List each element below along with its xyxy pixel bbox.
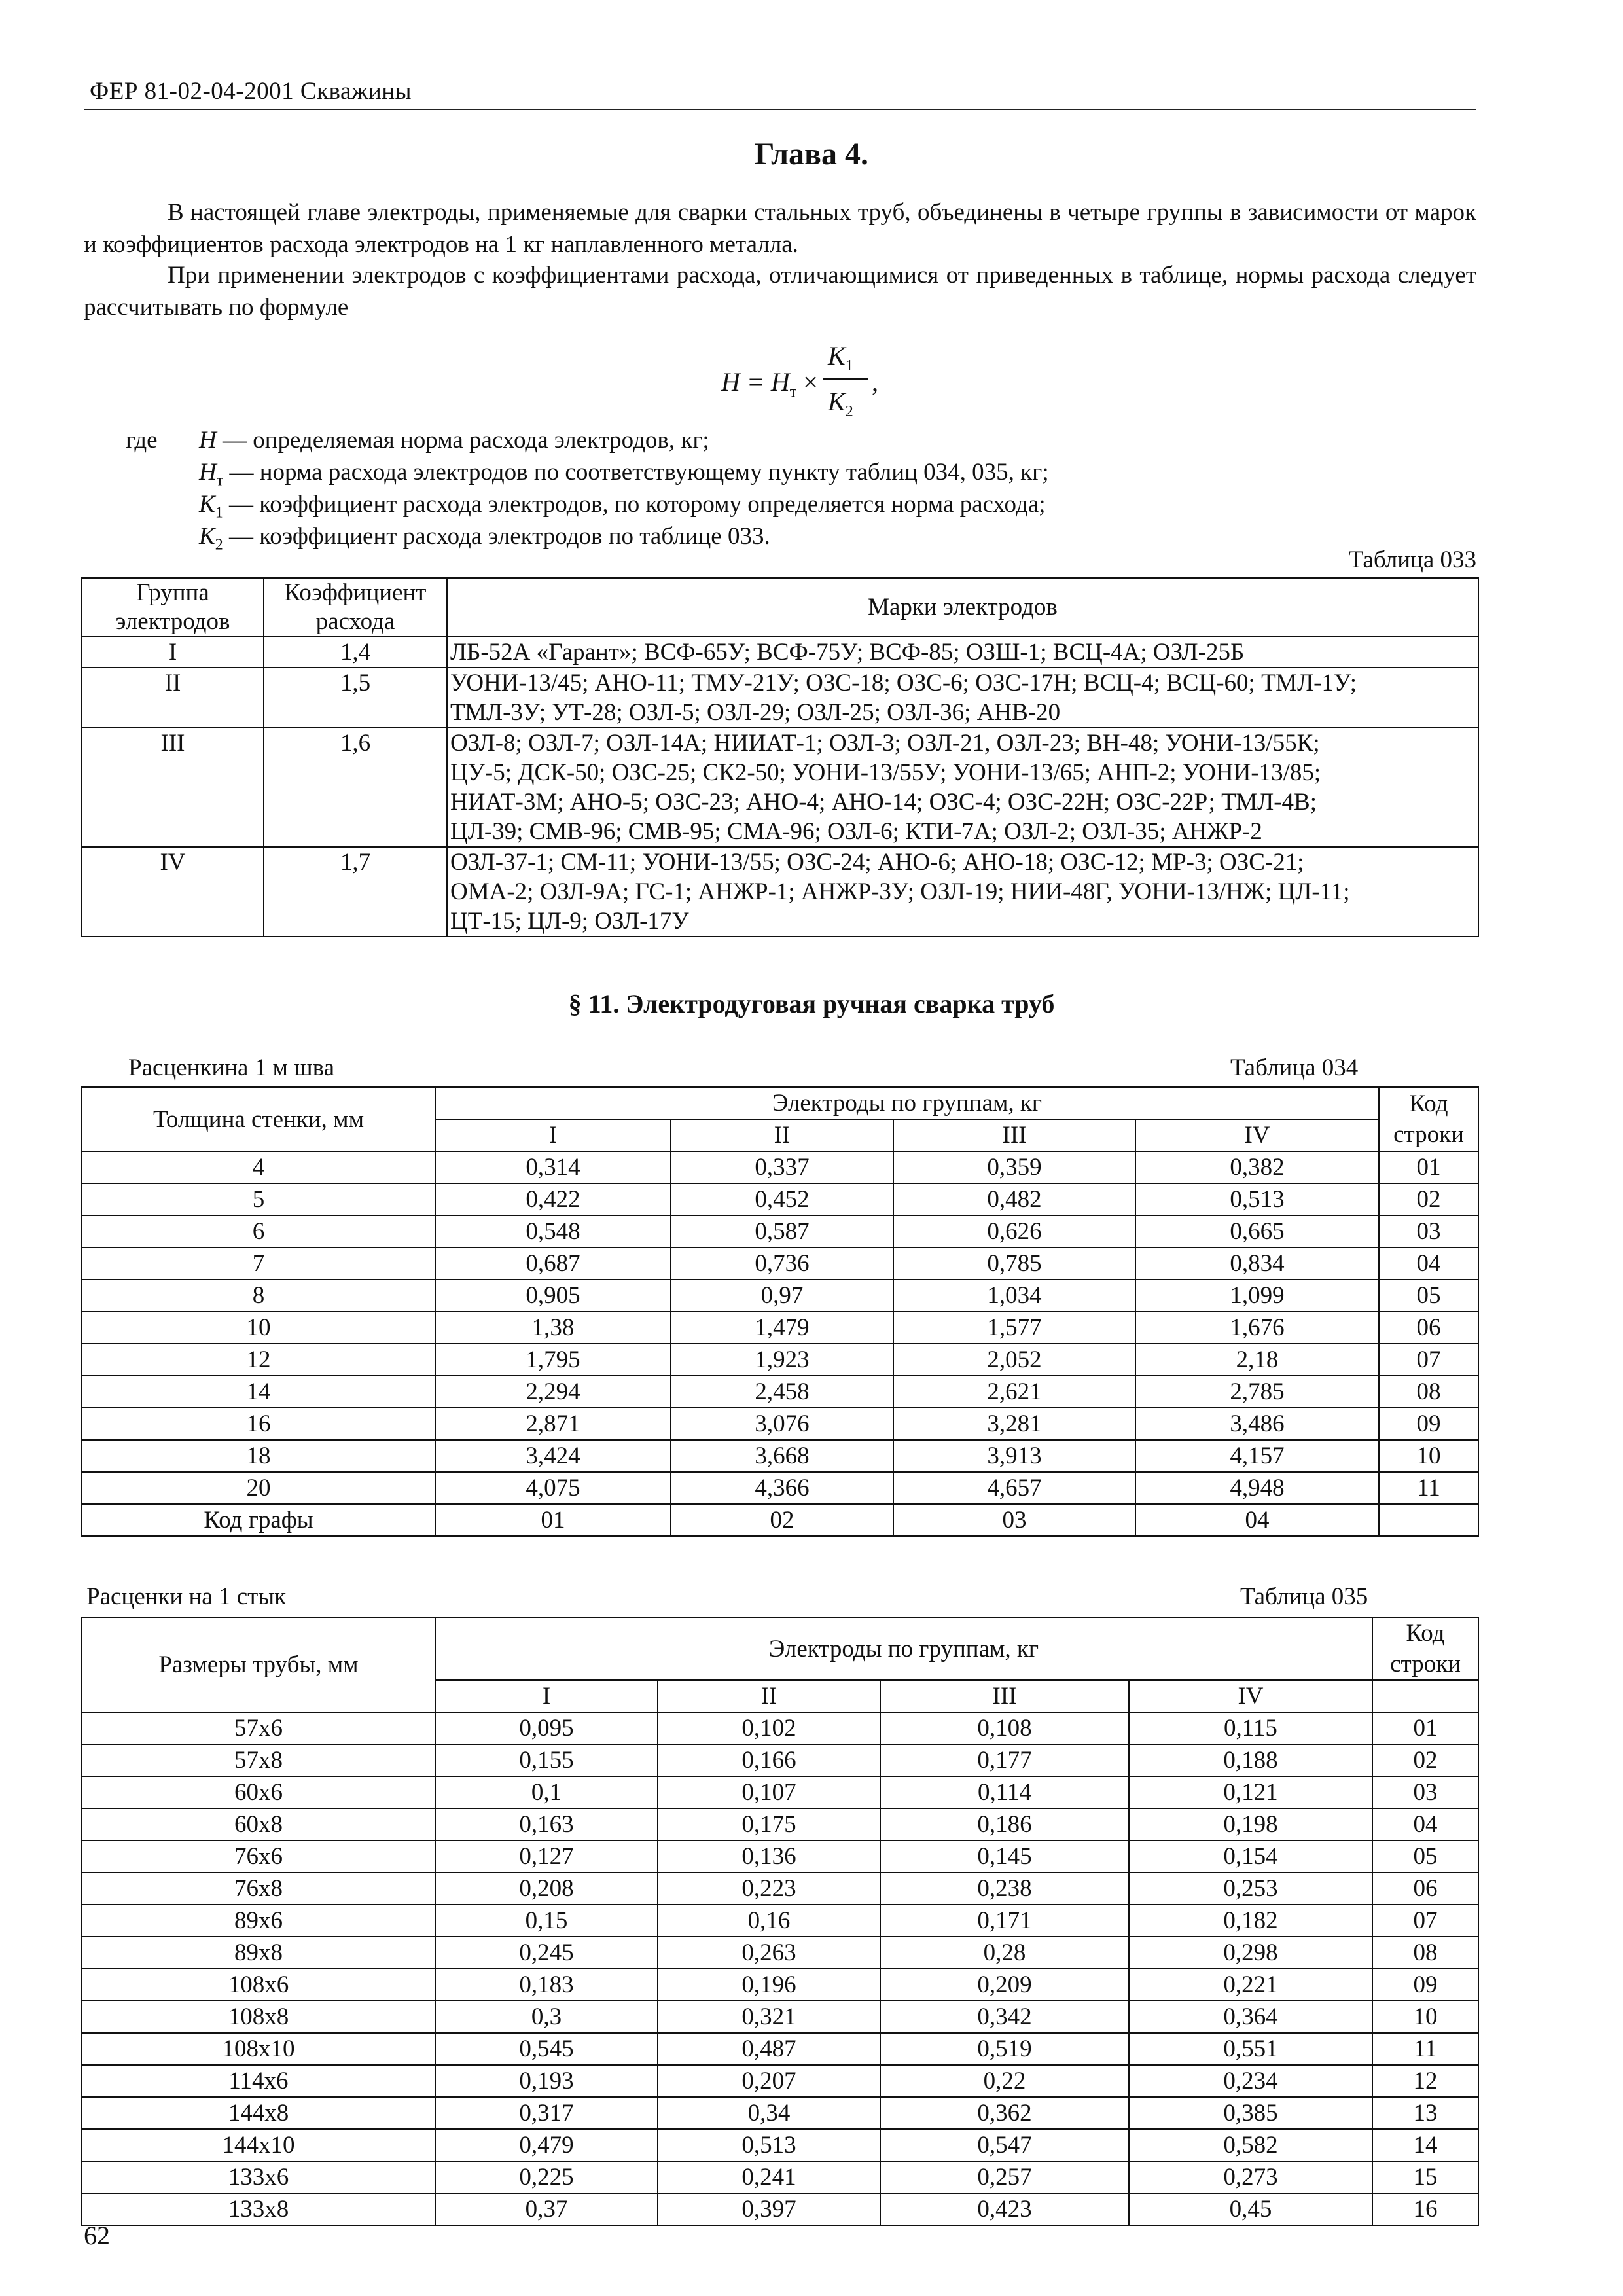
group-iv-cell: 0,582: [1129, 2129, 1372, 2161]
table-035-label: Таблица 035: [1240, 1583, 1368, 1610]
size-cell: 8: [82, 1280, 435, 1312]
table-row: [82, 1440, 1478, 1472]
code-cell: 05: [1372, 1840, 1478, 1873]
code-cell: 12: [1372, 2065, 1478, 2097]
header-pipe-size: Размеры трубы, мм: [82, 1617, 435, 1712]
group-iii-cell: 0,238: [880, 1873, 1129, 1905]
group-ii-cell: 0,166: [658, 1744, 880, 1776]
table-033: [81, 577, 1479, 937]
table-034-caption: Расценкина 1 м шва: [128, 1054, 335, 1081]
size-cell: 133x6: [82, 2161, 435, 2193]
column-code-cell: 03: [893, 1504, 1135, 1536]
group-ii-cell: 0,207: [658, 2065, 880, 2097]
formula-comma: ,: [872, 367, 878, 397]
formula-legend: [84, 424, 1478, 555]
group-iii-cell: 0,359: [893, 1151, 1135, 1183]
group-i-cell: 0,317: [435, 2097, 658, 2129]
size-cell: 10: [82, 1312, 435, 1344]
size-cell: 76x6: [82, 1840, 435, 1873]
group-iii-cell: 0,177: [880, 1744, 1129, 1776]
group-ii-cell: 0,736: [671, 1247, 893, 1280]
page-number: 62: [84, 2221, 110, 2250]
table-034: [81, 1086, 1479, 1537]
group-iii-cell: 0,342: [880, 2001, 1129, 2033]
header-group: Группа электродов: [82, 578, 264, 637]
size-cell: 108x10: [82, 2033, 435, 2065]
group-i-cell: 0,545: [435, 2033, 658, 2065]
table-row: [82, 1472, 1478, 1504]
table-row: [82, 1808, 1478, 1840]
table-row: [82, 2033, 1478, 2065]
table-row: [82, 2097, 1478, 2129]
group-i-cell: 0,3: [435, 2001, 658, 2033]
header-group-label: I: [435, 1119, 671, 1151]
group-iii-cell: 0,145: [880, 1840, 1129, 1873]
group-iv-cell: 0,198: [1129, 1808, 1372, 1840]
group-iv-cell: 2,785: [1135, 1376, 1379, 1408]
table-row: [82, 847, 1478, 937]
header-code: Код строки: [1379, 1087, 1478, 1151]
header-group-label: III: [880, 1680, 1129, 1712]
group-i-cell: 1,38: [435, 1312, 671, 1344]
code-cell: 02: [1372, 1744, 1478, 1776]
group-iii-cell: 0,482: [893, 1183, 1135, 1215]
table-header-row: [82, 1087, 1478, 1119]
group-cell: IV: [82, 847, 264, 937]
formula-numerator: $K_1$: [828, 341, 853, 374]
group-ii-cell: 0,487: [658, 2033, 880, 2065]
code-cell: 05: [1379, 1280, 1478, 1312]
brands-line: УОНИ-13/45; АНО-11; ТМУ-21У; ОЗС-18; ОЗС-6; ОЗС-17Н; ВСЦ-4; ВСЦ-60; ТМЛ-1У;: [450, 670, 1357, 696]
header-coefficient: Коэффициент расхода: [264, 578, 447, 637]
group-cell: I: [82, 637, 264, 668]
table-row: [82, 2161, 1478, 2193]
header-code: Код строки: [1372, 1617, 1478, 1680]
group-ii-cell: 0,97: [671, 1280, 893, 1312]
column-code-cell: 04: [1135, 1504, 1379, 1536]
code-cell: 16: [1372, 2193, 1478, 2225]
group-ii-cell: 0,107: [658, 1776, 880, 1808]
group-i-cell: 4,075: [435, 1472, 671, 1504]
column-code-cell: 01: [435, 1504, 671, 1536]
group-i-cell: 0,15: [435, 1905, 658, 1937]
group-ii-cell: 0,321: [658, 2001, 880, 2033]
column-code-cell: Код графы: [82, 1504, 435, 1536]
group-i-cell: 2,294: [435, 1376, 671, 1408]
coefficient-cell: 1,4: [264, 637, 447, 668]
group-iv-cell: 1,099: [1135, 1280, 1379, 1312]
group-i-cell: 0,155: [435, 1744, 658, 1776]
group-ii-cell: 0,241: [658, 2161, 880, 2193]
group-ii-cell: 0,337: [671, 1151, 893, 1183]
brands-line: ТМЛ-3У; УТ-28; ОЗЛ-5; ОЗЛ-29; ОЗЛ-25; ОЗЛ-36; АНВ-20: [450, 699, 1061, 726]
group-i-cell: 0,314: [435, 1151, 671, 1183]
group-iv-cell: 0,121: [1129, 1776, 1372, 1808]
group-cell: III: [82, 728, 264, 847]
group-ii-cell: 0,102: [658, 1712, 880, 1744]
intro-paragraph: В настоящей главе электроды, применяемые для сварки стальных труб, объединены в четыре группы в зависимости от марок и коэффициентов расхода электродов на 1 кг наплавленного металла.: [84, 199, 1476, 258]
group-iv-cell: 3,486: [1135, 1408, 1379, 1440]
coefficient-cell: 1,6: [264, 728, 447, 847]
group-iv-cell: 0,385: [1129, 2097, 1372, 2129]
group-i-cell: 0,127: [435, 1840, 658, 1873]
group-iii-cell: 0,209: [880, 1969, 1129, 2001]
size-cell: 89x6: [82, 1905, 435, 1937]
code-cell: 02: [1379, 1183, 1478, 1215]
brands-line: ЛБ-52А «Гарант»; ВСФ-65У; ВСФ-75У; ВСФ-85; ОЗШ-1; ВСЦ-4А; ОЗЛ-25Б: [450, 639, 1245, 666]
table-header-row: [82, 1617, 1478, 1680]
size-cell: 108x8: [82, 2001, 435, 2033]
table-row: [82, 637, 1478, 668]
table-row: [82, 1344, 1478, 1376]
table-row: [82, 1969, 1478, 2001]
brands-line: ОЗЛ-37-1; СМ-11; УОНИ-13/55; ОЗС-24; АНО-6; АНО-18; ОЗС-12; МР-3; ОЗС-21;: [450, 849, 1304, 876]
group-i-cell: 0,687: [435, 1247, 671, 1280]
code-cell: 01: [1372, 1712, 1478, 1744]
group-ii-cell: 0,175: [658, 1808, 880, 1840]
group-iii-cell: 0,28: [880, 1937, 1129, 1969]
code-cell: 09: [1372, 1969, 1478, 2001]
table-row: [82, 2065, 1478, 2097]
group-iii-cell: 2,621: [893, 1376, 1135, 1408]
group-ii-cell: 0,452: [671, 1183, 893, 1215]
size-cell: 14: [82, 1376, 435, 1408]
group-ii-cell: 0,223: [658, 1873, 880, 1905]
group-iii-cell: 0,186: [880, 1808, 1129, 1840]
code-cell: 07: [1379, 1344, 1478, 1376]
brands-line: ЦУ-5; ДСК-50; ОЗС-25; СК2-50; УОНИ-13/55У; УОНИ-13/65; АНП-2; УОНИ-13/85;: [450, 759, 1321, 786]
group-ii-cell: 0,587: [671, 1215, 893, 1247]
group-iii-cell: 0,114: [880, 1776, 1129, 1808]
group-ii-cell: 1,923: [671, 1344, 893, 1376]
table-row: [82, 1151, 1478, 1183]
size-cell: 108x6: [82, 1969, 435, 2001]
code-cell: 03: [1372, 1776, 1478, 1808]
size-cell: 76x8: [82, 1873, 435, 1905]
size-cell: 16: [82, 1408, 435, 1440]
group-i-cell: 3,424: [435, 1440, 671, 1472]
formula-denominator: $K_2$: [828, 387, 853, 420]
group-iv-cell: 0,234: [1129, 2065, 1372, 2097]
table-row: [82, 2193, 1478, 2225]
group-i-cell: 0,183: [435, 1969, 658, 2001]
table-row: [82, 1312, 1478, 1344]
group-ii-cell: 0,513: [658, 2129, 880, 2161]
code-cell: 06: [1379, 1312, 1478, 1344]
footer-row: [82, 1504, 1478, 1536]
table-row: [82, 1376, 1478, 1408]
table-header-row: [82, 578, 1478, 637]
legend-item: $H_т$ — норма расхода электродов по соответствующему пункту таблиц 034, 035, кг;: [199, 459, 1049, 490]
legend-item: $K_1$ — коэффициент расхода электродов, по которому определяется норма расхода;: [199, 491, 1046, 522]
group-iv-cell: 2,18: [1135, 1344, 1379, 1376]
size-cell: 89x8: [82, 1937, 435, 1969]
group-iii-cell: 1,577: [893, 1312, 1135, 1344]
code-cell: 08: [1372, 1937, 1478, 1969]
size-cell: 144x8: [82, 2097, 435, 2129]
table-row: [82, 1408, 1478, 1440]
size-cell: 60x6: [82, 1776, 435, 1808]
brands-cell: [447, 668, 1478, 728]
group-iv-cell: 0,273: [1129, 2161, 1372, 2193]
table-row: [82, 1840, 1478, 1873]
group-i-cell: 0,163: [435, 1808, 658, 1840]
code-cell: 04: [1372, 1808, 1478, 1840]
group-iv-cell: 0,513: [1135, 1183, 1379, 1215]
brands-line: ЦЛ-39; СМВ-96; СМВ-95; СМА-96; ОЗЛ-6; КТИ-7А; ОЗЛ-2; ОЗЛ-35; АНЖР-2: [450, 818, 1262, 845]
header-brands: Марки электродов: [447, 578, 1478, 637]
code-cell: 10: [1372, 2001, 1478, 2033]
header-thickness: Толщина стенки, мм: [82, 1087, 435, 1151]
group-i-cell: 0,225: [435, 2161, 658, 2193]
group-iv-cell: 0,298: [1129, 1937, 1372, 1969]
group-i-cell: 0,905: [435, 1280, 671, 1312]
group-iv-cell: 4,157: [1135, 1440, 1379, 1472]
group-ii-cell: 0,196: [658, 1969, 880, 2001]
group-ii-cell: 3,668: [671, 1440, 893, 1472]
column-code-cell: 02: [671, 1504, 893, 1536]
size-cell: 4: [82, 1151, 435, 1183]
table-035: [81, 1617, 1479, 2226]
code-cell: 11: [1372, 2033, 1478, 2065]
group-iii-cell: 0,108: [880, 1712, 1129, 1744]
group-iii-cell: 0,626: [893, 1215, 1135, 1247]
size-cell: 5: [82, 1183, 435, 1215]
group-iv-cell: 0,382: [1135, 1151, 1379, 1183]
group-ii-cell: 1,479: [671, 1312, 893, 1344]
code-cell: 10: [1379, 1440, 1478, 1472]
table-row: [82, 2129, 1478, 2161]
table-row: [82, 1744, 1478, 1776]
size-cell: 12: [82, 1344, 435, 1376]
code-cell: 07: [1372, 1905, 1478, 1937]
group-iii-cell: 1,034: [893, 1280, 1135, 1312]
group-iii-cell: 0,362: [880, 2097, 1129, 2129]
group-i-cell: 0,245: [435, 1937, 658, 1969]
group-iii-cell: 2,052: [893, 1344, 1135, 1376]
header-rule: [84, 109, 1476, 110]
group-iv-cell: 0,834: [1135, 1247, 1379, 1280]
brands-line: ОЗЛ-8; ОЗЛ-7; ОЗЛ-14А; НИИАТ-1; ОЗЛ-3; ОЗЛ-21, ОЗЛ-23; ВН-48; УОНИ-13/55К;: [450, 730, 1320, 757]
column-code-cell: [1379, 1504, 1478, 1536]
brands-cell: [447, 728, 1478, 847]
group-iv-cell: 0,665: [1135, 1215, 1379, 1247]
header-groups: Электроды по группам, кг: [435, 1617, 1372, 1680]
header-group-label: II: [658, 1680, 880, 1712]
group-i-cell: 0,37: [435, 2193, 658, 2225]
group-i-cell: 0,422: [435, 1183, 671, 1215]
group-iv-cell: 0,551: [1129, 2033, 1372, 2065]
header-group-label: IV: [1135, 1119, 1379, 1151]
code-cell: 13: [1372, 2097, 1478, 2129]
group-i-cell: 1,795: [435, 1344, 671, 1376]
coefficient-cell: 1,5: [264, 668, 447, 728]
size-cell: 7: [82, 1247, 435, 1280]
group-iii-cell: 3,913: [893, 1440, 1135, 1472]
group-iii-cell: 4,657: [893, 1472, 1135, 1504]
table-row: [82, 1776, 1478, 1808]
brands-line: ОМА-2; ОЗЛ-9А; ГС-1; АНЖР-1; АНЖР-3У; ОЗЛ-19; НИИ-48Г, УОНИ-13/НЖ; ЦЛ-11;: [450, 878, 1350, 905]
table-row: [82, 1183, 1478, 1215]
where-label: где: [126, 427, 158, 454]
formula: [713, 340, 910, 425]
brands-cell: [447, 847, 1478, 937]
group-iv-cell: 0,188: [1129, 1744, 1372, 1776]
running-header: ФЕР 81-02-04-2001 Скважины: [90, 78, 412, 105]
group-ii-cell: 0,136: [658, 1840, 880, 1873]
size-cell: 6: [82, 1215, 435, 1247]
header-groups: Электроды по группам, кг: [435, 1087, 1379, 1119]
table-033-label: Таблица 033: [1348, 547, 1476, 573]
header-empty-cell: [1372, 1680, 1478, 1712]
table-row: [82, 728, 1478, 847]
table-row: [82, 1247, 1478, 1280]
section-title: § 11. Электродуговая ручная сварка труб: [568, 989, 1055, 1018]
group-i-cell: 0,479: [435, 2129, 658, 2161]
group-iii-cell: 0,171: [880, 1905, 1129, 1937]
group-ii-cell: 0,34: [658, 2097, 880, 2129]
group-ii-cell: 2,458: [671, 1376, 893, 1408]
code-cell: 04: [1379, 1247, 1478, 1280]
group-iii-cell: 0,423: [880, 2193, 1129, 2225]
size-cell: 60x8: [82, 1808, 435, 1840]
group-iv-cell: 0,253: [1129, 1873, 1372, 1905]
code-cell: 15: [1372, 2161, 1478, 2193]
group-iv-cell: 0,182: [1129, 1905, 1372, 1937]
brands-line: НИАТ-3М; АНО-5; ОЗС-23; АНО-4; АНО-14; ОЗС-4; ОЗС-22Н; ОЗС-22Р; ТМЛ-4В;: [450, 789, 1317, 816]
table-row: [82, 1937, 1478, 1969]
size-cell: 57x6: [82, 1712, 435, 1744]
legend-item: $K_2$ — коэффициент расхода электродов по таблице 033.: [199, 523, 770, 554]
group-iv-cell: 0,364: [1129, 2001, 1372, 2033]
formula-lhs: $H = H_т$ ×: [721, 367, 818, 401]
formula-intro-paragraph: При применении электродов с коэффициентами расхода, отличающимися от приведенных в таблице, нормы расхода следует рассчитывать по формуле: [84, 262, 1476, 321]
legend-item: H — определяемая норма расхода электродов, кг;: [199, 427, 709, 454]
header-group-label: III: [893, 1119, 1135, 1151]
group-iii-cell: 0,22: [880, 2065, 1129, 2097]
group-ii-cell: 4,366: [671, 1472, 893, 1504]
chapter-title: Глава 4.: [755, 137, 868, 171]
code-cell: 08: [1379, 1376, 1478, 1408]
group-iv-cell: 0,45: [1129, 2193, 1372, 2225]
size-cell: 133x8: [82, 2193, 435, 2225]
group-iii-cell: 0,785: [893, 1247, 1135, 1280]
code-cell: 14: [1372, 2129, 1478, 2161]
table-row: [82, 1905, 1478, 1937]
size-cell: 57x8: [82, 1744, 435, 1776]
group-iii-cell: 0,519: [880, 2033, 1129, 2065]
table-row: [82, 1873, 1478, 1905]
group-iv-cell: 0,154: [1129, 1840, 1372, 1873]
table-row: [82, 1280, 1478, 1312]
group-i-cell: 0,193: [435, 2065, 658, 2097]
group-ii-cell: 0,263: [658, 1937, 880, 1969]
group-ii-cell: 3,076: [671, 1408, 893, 1440]
group-i-cell: 2,871: [435, 1408, 671, 1440]
size-cell: 114x6: [82, 2065, 435, 2097]
size-cell: 144x10: [82, 2129, 435, 2161]
header-group-label: I: [435, 1680, 658, 1712]
group-ii-cell: 0,16: [658, 1905, 880, 1937]
brands-cell: [447, 637, 1478, 668]
header-group-label: IV: [1129, 1680, 1372, 1712]
group-i-cell: 0,095: [435, 1712, 658, 1744]
table-row: [82, 1712, 1478, 1744]
table-035-caption: Расценки на 1 стык: [86, 1583, 287, 1610]
table-034-label: Таблица 034: [1230, 1054, 1359, 1081]
group-i-cell: 0,1: [435, 1776, 658, 1808]
table-row: [82, 668, 1478, 728]
group-iv-cell: 0,115: [1129, 1712, 1372, 1744]
table-row: [82, 1215, 1478, 1247]
group-i-cell: 0,208: [435, 1873, 658, 1905]
code-cell: 11: [1379, 1472, 1478, 1504]
group-iii-cell: 0,257: [880, 2161, 1129, 2193]
group-iii-cell: 0,547: [880, 2129, 1129, 2161]
code-cell: 06: [1372, 1873, 1478, 1905]
group-iv-cell: 4,948: [1135, 1472, 1379, 1504]
group-i-cell: 0,548: [435, 1215, 671, 1247]
group-ii-cell: 0,397: [658, 2193, 880, 2225]
table-row: [82, 2001, 1478, 2033]
header-group-label: II: [671, 1119, 893, 1151]
code-cell: 01: [1379, 1151, 1478, 1183]
code-cell: 09: [1379, 1408, 1478, 1440]
group-iv-cell: 0,221: [1129, 1969, 1372, 2001]
size-cell: 18: [82, 1440, 435, 1472]
group-iv-cell: 1,676: [1135, 1312, 1379, 1344]
size-cell: 20: [82, 1472, 435, 1504]
brands-line: ЦТ-15; ЦЛ-9; ОЗЛ-17У: [450, 908, 689, 935]
group-cell: II: [82, 668, 264, 728]
coefficient-cell: 1,7: [264, 847, 447, 937]
code-cell: 03: [1379, 1215, 1478, 1247]
fraction-bar: [823, 378, 868, 380]
group-iii-cell: 3,281: [893, 1408, 1135, 1440]
